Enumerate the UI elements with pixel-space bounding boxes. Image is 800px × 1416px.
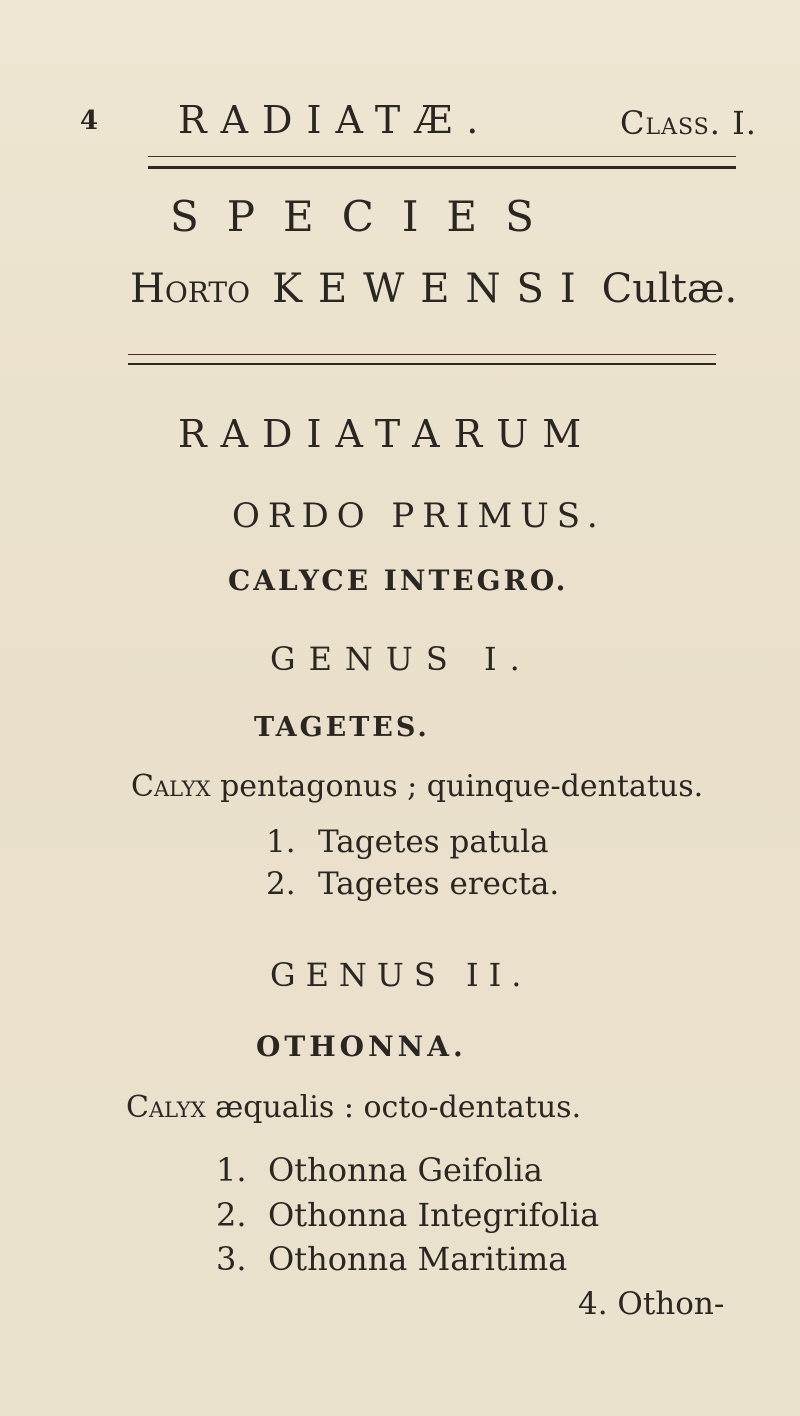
radiatarum-heading: RADIATARUM [178,412,596,456]
horto-kewensi-line [130,266,737,312]
page-number: 4 [80,106,99,136]
species-number: 3. [216,1240,247,1278]
species-list-item [216,1196,599,1234]
species-name: Othonna Integrifolia [268,1196,600,1234]
horto-word: Horto [130,266,251,312]
species-number: 2. [266,866,296,902]
culte-word: Cultæ. [601,266,738,312]
species-list-item [216,1240,567,1278]
calyx-label: Calyx [131,769,211,804]
genus-2-calyx-description [126,1090,581,1125]
species-list-item [266,866,559,902]
genus-1-name: TAGETES. [254,712,430,743]
species-number: 2. [216,1196,247,1234]
genus-1-calyx-description [131,769,703,804]
species-name: Othonna Geifolia [268,1151,543,1189]
species-name: Tagetes erecta. [318,866,560,902]
section-rule-thin [128,354,716,355]
species-list-item [216,1151,543,1189]
genus-2-heading: GENUS II. [270,956,532,994]
ordo-primus-heading: ORDO PRIMUS. [232,496,606,536]
calyx-label: Calyx [126,1090,206,1125]
header-rule-thin [148,156,736,157]
catchword: 4. Othon- [578,1286,725,1322]
calyx-text: æqualis : octo-dentatus. [205,1090,582,1125]
running-title: RADIATÆ. [178,98,493,142]
species-number: 1. [266,824,296,860]
genus-1-heading: GENUS I. [270,640,533,678]
section-rule-thick [128,363,716,365]
calyx-text: pentagonus ; quinque-dentatus. [210,769,704,804]
species-list-item [266,824,549,860]
species-name: Tagetes patula [318,824,549,860]
species-number: 1. [216,1151,247,1189]
species-name: Othonna Maritima [268,1240,568,1278]
calyce-integro-heading: CALYCE INTEGRO. [228,564,569,597]
header-rule-thick [148,166,736,169]
running-class-label: Class. I. [620,104,757,142]
species-title: SPECIES [170,192,562,241]
genus-2-name: OTHONNA. [256,1030,467,1063]
kewensi-word: KEWENSI [272,266,592,312]
